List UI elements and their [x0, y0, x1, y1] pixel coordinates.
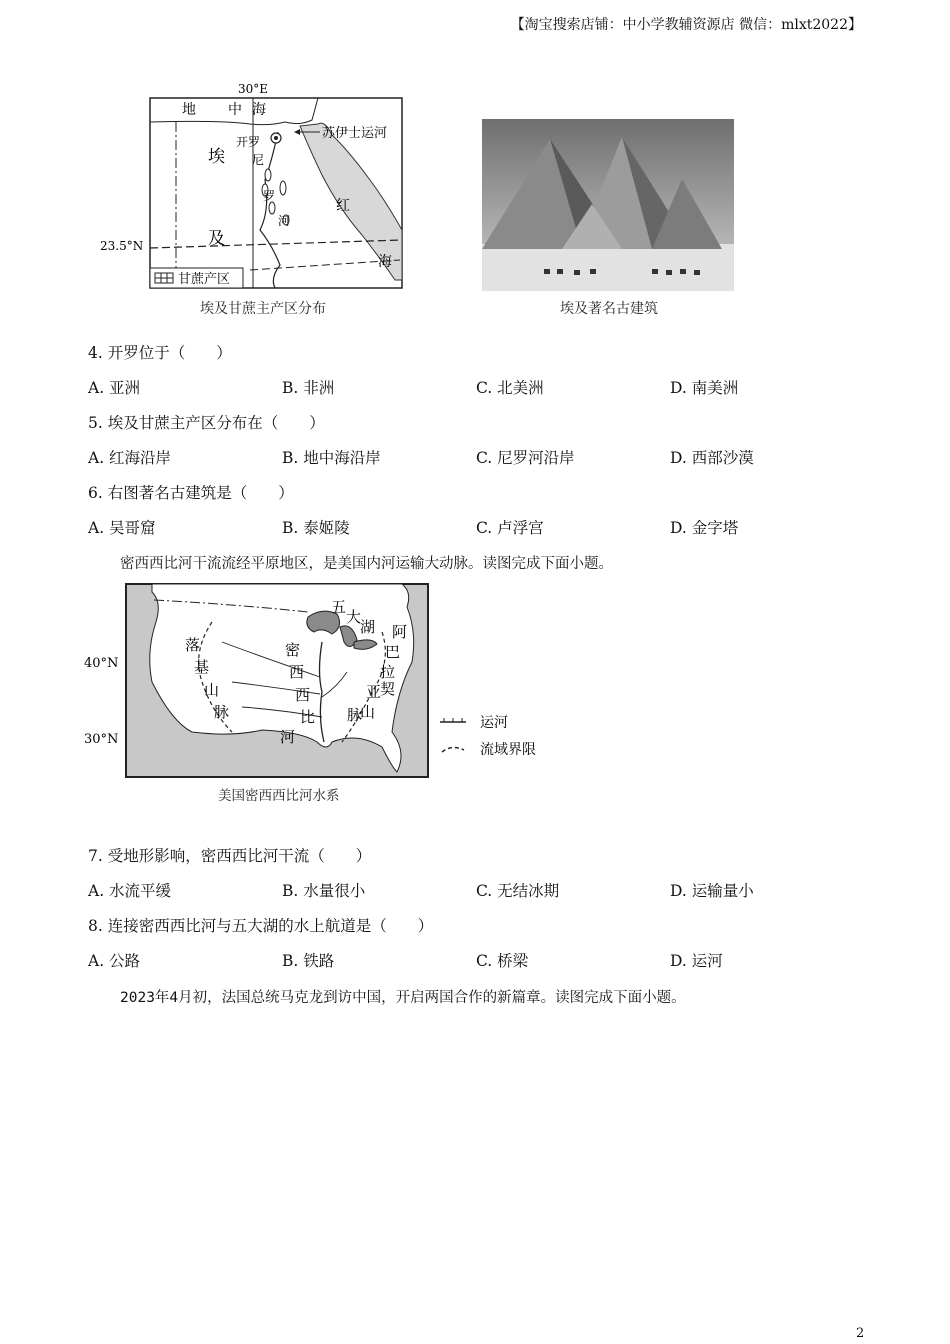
france-intro: 2023年4月初，法国总统马克龙到访中国，开启两国合作的新篇章。读图完成下面小题。 [120, 990, 686, 1006]
mississippi-label: 河 [280, 728, 296, 746]
question-number: 4. [88, 344, 103, 362]
sea-label: 地 [182, 102, 196, 118]
mississippi-label: 密 [285, 641, 301, 659]
country-label: 埃 [208, 147, 225, 167]
rocky-label: 基 [194, 658, 210, 676]
rocky-label: 脉 [214, 703, 230, 721]
lat-40-label: 40°N [84, 656, 119, 671]
question-5 [88, 411, 325, 433]
legend-canal-label: 运河 [480, 715, 508, 731]
question-text: 开罗位于（ ） [107, 344, 232, 362]
latitude-label: 23.5°N [100, 239, 144, 253]
option-d[interactable]: D. 西部沙漠 [670, 449, 754, 467]
legend-basin-label: 流域界限 [480, 742, 536, 758]
appalachian-label: 山 [360, 703, 376, 721]
option-c[interactable]: C. 尼罗河沿岸 [476, 449, 575, 467]
option-c[interactable]: C. 无结冰期 [476, 882, 560, 900]
question-number: 6. [88, 484, 103, 502]
question-text: 连接密西西比河与五大湖的水上航道是（ ） [107, 917, 434, 935]
appalachian-label: 阿 [392, 623, 408, 641]
option-d[interactable]: D. 运输量小 [670, 882, 754, 900]
question-number: 7. [88, 847, 103, 865]
option-d[interactable]: D. 南美洲 [670, 379, 739, 397]
option-b[interactable]: B. 铁路 [282, 952, 335, 970]
cairo-label: 开罗 [236, 135, 261, 149]
option-b[interactable]: B. 非洲 [282, 379, 335, 397]
pyramid-photo [482, 119, 734, 291]
nile-label: 尼 [252, 153, 265, 167]
page-number: 2 [856, 1326, 865, 1341]
lat-30-label: 30°N [84, 732, 119, 747]
red-sea-label: 红 [336, 198, 350, 214]
egypt-map-caption: 埃及甘蔗主产区分布 [200, 301, 326, 317]
question-text: 受地形影响，密西西比河干流（ ） [107, 847, 372, 865]
red-sea-label: 海 [378, 254, 392, 270]
us-map-caption: 美国密西西比河水系 [218, 788, 340, 804]
question-8 [88, 914, 433, 936]
longitude-label: 30°E [237, 82, 269, 96]
option-a[interactable]: A. 亚洲 [88, 379, 141, 397]
option-c[interactable]: C. 卢浮宫 [476, 519, 544, 537]
lakes-label: 大 [346, 608, 362, 626]
sea-label: 海 [252, 102, 266, 118]
option-d[interactable]: D. 金字塔 [670, 519, 739, 537]
mississippi-label: 比 [300, 708, 316, 726]
question-7 [88, 844, 371, 866]
question-6 [88, 481, 294, 503]
question-text: 右图著名古建筑是（ ） [107, 484, 294, 502]
option-a[interactable]: A. 吴哥窟 [88, 519, 156, 537]
us-map [82, 582, 552, 804]
mississippi-label: 西 [295, 686, 311, 704]
appalachian-label: 巴 [385, 643, 401, 661]
pyramid-photo-caption: 埃及著名古建筑 [560, 301, 658, 317]
lakes-label: 五 [331, 598, 347, 616]
question-number: 8. [88, 917, 103, 935]
option-a[interactable]: A. 公路 [88, 952, 141, 970]
option-b[interactable]: B. 地中海沿岸 [282, 449, 381, 467]
suez-canal-label: 苏伊士运河 [322, 126, 388, 141]
legend-sugarcane-label: 甘蔗产区 [178, 272, 231, 287]
option-b[interactable]: B. 水量很小 [282, 882, 366, 900]
lakes-label: 湖 [360, 618, 376, 636]
mississippi-label: 西 [289, 663, 305, 681]
appalachian-label: 亚 [366, 683, 382, 701]
question-text: 埃及甘蔗主产区分布在（ ） [107, 414, 325, 432]
rocky-label: 山 [204, 681, 220, 699]
option-a[interactable]: A. 红海沿岸 [88, 449, 172, 467]
option-a[interactable]: A. 水流平缓 [88, 882, 172, 900]
mississippi-intro: 密西西比河干流流经平原地区，是美国内河运输大动脉。读图完成下面小题。 [120, 556, 613, 572]
appalachian-label: 脉 [347, 706, 363, 724]
appalachian-label: 契 [380, 680, 396, 698]
option-d[interactable]: D. 运河 [670, 952, 723, 970]
rocky-label: 落 [185, 636, 201, 654]
option-c[interactable]: C. 桥梁 [476, 952, 529, 970]
sea-label: 中 [228, 102, 242, 118]
question-4 [88, 341, 232, 363]
egypt-map [100, 80, 410, 292]
option-b[interactable]: B. 泰姬陵 [282, 519, 350, 537]
nile-label: 罗 [263, 189, 276, 203]
appalachian-label: 拉 [380, 663, 396, 681]
country-label: 及 [208, 229, 225, 249]
option-c[interactable]: C. 北美洲 [476, 379, 544, 397]
nile-label: 河 [278, 214, 291, 228]
question-number: 5. [88, 414, 103, 432]
page-header: 【淘宝搜索店铺：中小学教辅资源店 微信：mlxt2022】 [510, 17, 862, 33]
